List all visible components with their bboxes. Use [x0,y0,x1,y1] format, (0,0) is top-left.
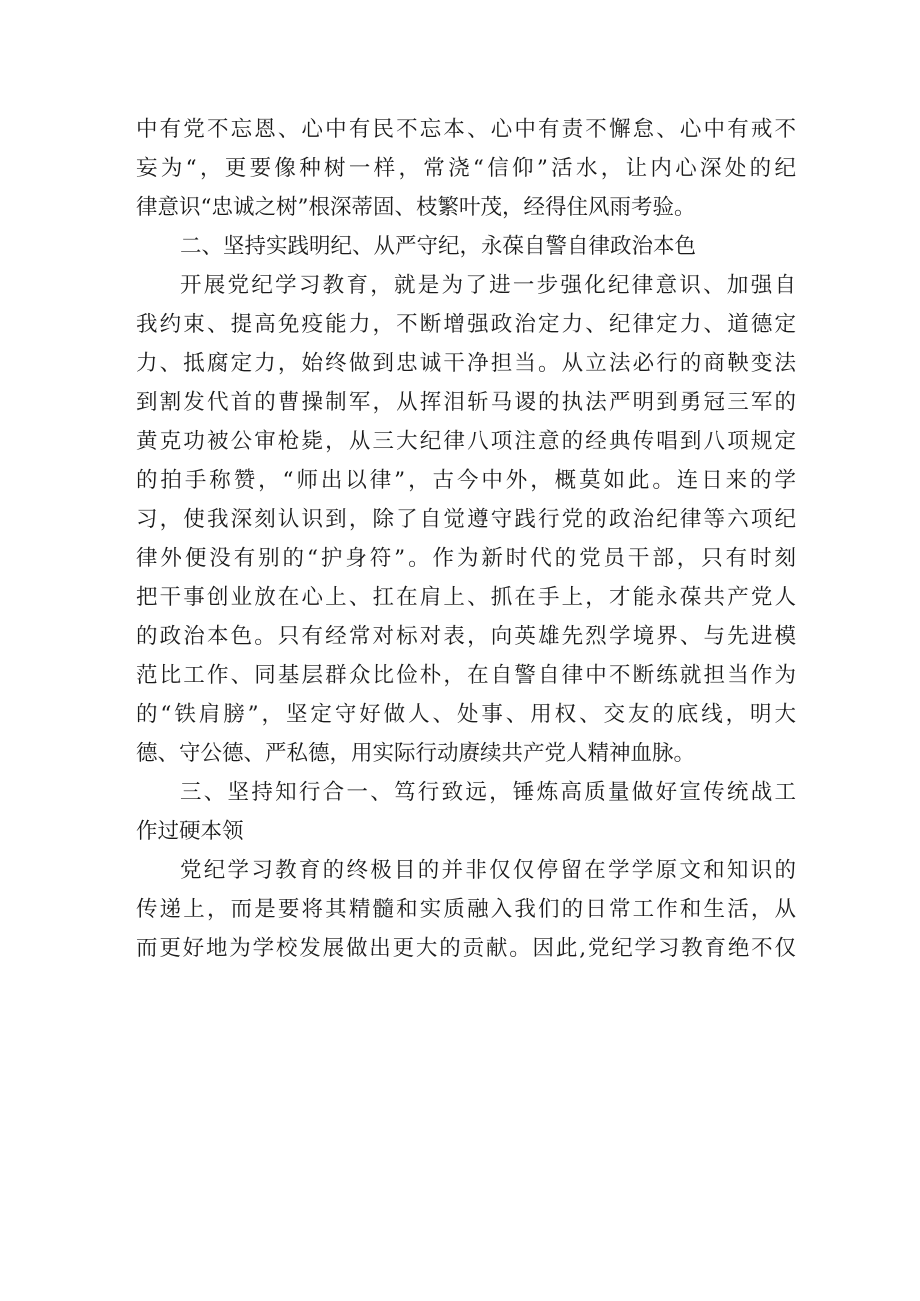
text-line: 习，使我深刻认识到，除了自觉遵守践行党的政治纪律等六项纪 [136,507,796,532]
text-line: 力、抵腐定力，始终做到忠诚干净担当。从立法必行的商鞅变法 [136,351,796,376]
text-line: 范比工作、同基层群众比俭朴，在自警自律中不断练就担当作为 [136,663,796,688]
section-heading-2 [136,227,796,266]
text-line: 把干事创业放在心上、扛在肩上、抓在手上，才能永葆共产党人 [136,585,796,610]
text-line: 中有党不忘恩、心中有民不忘本、心中有责不懈怠、心中有戒不 [136,117,796,142]
paragraph-section-3 [136,851,796,968]
text-line: 律外便没有别的“护身符”。作为新时代的党员干部，只有时刻 [136,546,796,571]
heading-line: 二、坚持实践明纪、从严守纪，永葆自警自律政治本色 [180,234,697,259]
text-line: 开展党纪学习教育，就是为了进一步强化纪律意识、加强自 [180,273,796,298]
text-line: 我约束、提高免疫能力，不断增强政治定力、纪律定力、道德定 [136,312,796,337]
text-line: 传递上，而是要将其精髓和实质融入我们的日常工作和生活，从 [136,897,796,922]
text-line: 的拍手称赞，“师出以律”，古今中外，概莫如此。连日来的学 [136,468,796,493]
paragraph-section-2 [136,266,796,773]
paragraph-continuation [136,110,796,227]
heading-line: 三、坚持知行合一、笃行致远，锤炼高质量做好宣传统战工 [180,780,796,805]
text-line: 的政治本色。只有经常对标对表，向英雄先烈学境界、与先进模 [136,624,796,649]
text-line: 而更好地为学校发展做出更大的贡献。因此,党纪学习教育绝不仅 [136,936,796,961]
text-line: 律意识“忠诚之树”根深蒂固、枝繁叶茂，经得住风雨考验。 [136,195,696,220]
section-heading-3 [136,773,796,851]
text-line: 德、守公德、严私德，用实际行动赓续共产党人精神血脉。 [136,741,696,766]
text-line: 到割发代首的曹操制军，从挥泪斩马谡的执法严明到勇冠三军的 [136,390,796,415]
heading-line: 作过硬本领 [136,819,244,844]
text-line: 的“铁肩膀”，坚定守好做人、处事、用权、交友的底线，明大 [136,702,796,727]
text-line: 妄为“，更要像种树一样，常浇“信仰”活水，让内心深处的纪 [136,156,796,181]
text-line: 党纪学习教育的终极目的并非仅仅停留在学学原文和知识的 [180,858,796,883]
document-body [136,110,796,968]
text-line: 黄克功被公审枪毙，从三大纪律八项注意的经典传唱到八项规定 [136,429,796,454]
